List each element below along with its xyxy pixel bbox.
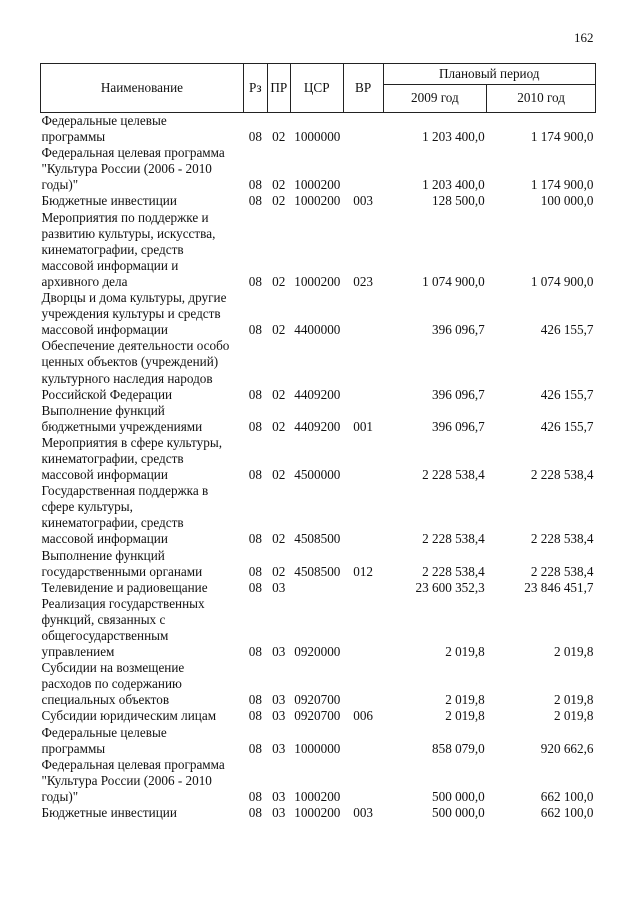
row-value-2009: 23 600 352,3 xyxy=(415,579,485,595)
row-pr: 03 xyxy=(272,740,286,756)
row-csr: 1000200 xyxy=(294,177,341,193)
row-csr: 1000200 xyxy=(294,193,341,209)
row-name xyxy=(41,483,244,547)
row-rz: 08 xyxy=(248,129,262,145)
row-pr: 02 xyxy=(272,177,286,193)
row-name-line: Федеральные целевые xyxy=(41,113,167,128)
row-name-line: кинематографии, средств xyxy=(41,450,184,466)
row-name xyxy=(41,580,244,596)
row-value-2010: 426 155,7 xyxy=(540,386,594,402)
row-name-line: Федеральные целевые xyxy=(41,724,167,740)
table-header xyxy=(41,64,596,113)
row-value-2009: 500 000,0 xyxy=(432,788,485,804)
row-name xyxy=(41,548,244,580)
row-name-line: массовой информации xyxy=(41,531,168,547)
row-value-2010: 662 100,0 xyxy=(540,805,594,821)
row-csr: 4500000 xyxy=(294,467,341,483)
table-row xyxy=(41,210,596,290)
row-name-line: управлением xyxy=(41,644,115,660)
row-name xyxy=(41,403,244,435)
row-value-2010: 23 846 451,7 xyxy=(524,579,594,595)
row-name xyxy=(41,805,244,821)
row-csr: 0920000 xyxy=(294,644,341,660)
row-pr: 03 xyxy=(272,788,286,804)
header-vr: ВР xyxy=(343,64,383,113)
row-name-line: Федеральная целевая программа xyxy=(41,756,225,772)
row-name-line: "Культура России (2006 - 2010 xyxy=(41,161,212,177)
row-pr: 03 xyxy=(272,692,286,708)
row-value-2009: 2 228 538,4 xyxy=(422,531,485,547)
row-name xyxy=(41,660,244,708)
table-row xyxy=(41,660,596,708)
row-vr: 023 xyxy=(353,273,373,289)
row-vr: 001 xyxy=(353,418,373,434)
row-csr: 1000200 xyxy=(294,273,341,289)
row-vr: 003 xyxy=(353,805,373,821)
row-name-line: годы)" xyxy=(41,177,79,193)
row-value-2010: 2 228 538,4 xyxy=(530,563,594,579)
row-vr xyxy=(343,483,383,547)
row-value-2010: 2 019,8 xyxy=(553,692,594,708)
table-row xyxy=(41,805,596,821)
row-pr: 02 xyxy=(272,322,286,338)
row-name-line: Реализация государственных xyxy=(41,595,205,611)
row-name-line: ценных объектов (учреждений) xyxy=(41,354,219,370)
header-csr: ЦСР xyxy=(290,64,343,113)
row-pr: 02 xyxy=(272,386,286,402)
row-name-line: Бюджетные инвестиции xyxy=(41,193,177,209)
row-name-line: Федеральная целевая программа xyxy=(41,145,225,161)
row-rz: 08 xyxy=(248,467,262,483)
page-number: 162 xyxy=(574,30,594,45)
budget-table xyxy=(40,63,596,821)
row-name-line: "Культура России (2006 - 2010 xyxy=(41,772,212,788)
table-row xyxy=(41,193,596,209)
table-body xyxy=(41,113,596,822)
row-value-2009: 500 000,0 xyxy=(432,805,485,821)
row-name-line: массовой информации xyxy=(41,322,168,338)
row-pr: 03 xyxy=(272,579,286,595)
row-vr xyxy=(343,145,383,193)
row-value-2010: 2 019,8 xyxy=(553,708,594,724)
row-value-2009: 2 228 538,4 xyxy=(422,467,485,483)
row-name-line: Субсидии юридическим лицам xyxy=(41,708,217,724)
row-rz: 08 xyxy=(248,177,262,193)
row-name-line: Выполнение функций xyxy=(41,547,165,563)
row-csr: 1000200 xyxy=(294,805,341,821)
row-name-line: учреждения культуры и средств xyxy=(41,306,221,322)
row-pr: 02 xyxy=(272,193,286,209)
header-pr: ПР xyxy=(267,64,290,113)
row-value-2009: 396 096,7 xyxy=(432,322,485,338)
header-name: Наименование xyxy=(41,64,244,113)
row-name-line: общегосударственным xyxy=(41,628,169,643)
table-row xyxy=(41,483,596,547)
row-csr: 4409200 xyxy=(294,386,341,402)
row-name xyxy=(41,113,244,146)
table-row xyxy=(41,338,596,402)
row-csr: 4400000 xyxy=(294,322,341,338)
row-csr: 1000000 xyxy=(294,129,341,145)
row-vr xyxy=(343,757,383,805)
row-pr: 02 xyxy=(272,129,286,145)
row-value-2009: 2 019,8 xyxy=(445,692,485,708)
table-row xyxy=(41,145,596,193)
row-rz: 08 xyxy=(248,740,262,756)
row-rz: 08 xyxy=(248,322,262,338)
row-name xyxy=(41,708,244,724)
row-name-line: Государственная поддержка в xyxy=(41,483,209,499)
row-vr: 006 xyxy=(353,708,373,724)
header-year-2010: 2010 год xyxy=(487,85,596,113)
row-name-line: Телевидение и радиовещание xyxy=(41,579,208,595)
row-value-2010: 1 174 900,0 xyxy=(530,129,594,145)
row-csr: 4508500 xyxy=(294,531,341,547)
row-vr xyxy=(343,660,383,708)
row-rz: 08 xyxy=(248,418,262,434)
row-name xyxy=(41,435,244,483)
row-name-line: Выполнение функций xyxy=(41,402,165,418)
row-vr xyxy=(343,580,383,596)
row-name-line: специальных объектов xyxy=(41,692,170,708)
table-row xyxy=(41,725,596,757)
row-name-line: кинематографии, средств xyxy=(41,515,184,531)
row-value-2010: 2 228 538,4 xyxy=(530,531,594,547)
row-csr: 0920700 xyxy=(294,708,341,724)
row-name-line: Российской Федерации xyxy=(41,386,173,402)
row-name xyxy=(41,145,244,193)
row-rz: 08 xyxy=(248,273,262,289)
row-name-line: кинематографии, средств xyxy=(41,241,184,257)
row-name-line: государственными органами xyxy=(41,563,203,579)
row-pr: 02 xyxy=(272,531,286,547)
row-name-line: программы xyxy=(41,740,106,756)
row-value-2010: 2 019,8 xyxy=(553,644,594,660)
row-vr: 012 xyxy=(353,563,373,579)
row-name-line: развитию культуры, искусства, xyxy=(41,225,216,241)
row-value-2010: 662 100,0 xyxy=(540,788,594,804)
row-name xyxy=(41,193,244,209)
row-value-2009: 396 096,7 xyxy=(432,418,485,434)
row-value-2009: 858 079,0 xyxy=(432,740,485,756)
table-row xyxy=(41,708,596,724)
row-csr: 1000200 xyxy=(294,788,341,804)
row-rz: 08 xyxy=(248,692,262,708)
row-name-line: функций, связанных с xyxy=(41,611,166,627)
header-planned-period: Плановый период xyxy=(383,64,595,85)
row-value-2009: 2 228 538,4 xyxy=(422,563,485,579)
row-value-2009: 2 019,8 xyxy=(445,644,485,660)
row-name-line: архивного дела xyxy=(41,273,128,289)
row-name xyxy=(41,338,244,402)
row-name-line: Мероприятия в сфере культуры, xyxy=(41,434,222,450)
row-name-line: Обеспечение деятельности особо xyxy=(41,338,230,354)
row-name-line: бюджетными учреждениями xyxy=(41,418,203,434)
row-pr: 03 xyxy=(272,708,286,724)
row-value-2009: 1 074 900,0 xyxy=(422,273,485,289)
row-rz: 08 xyxy=(248,563,262,579)
row-csr: 0920700 xyxy=(294,692,341,708)
row-pr: 02 xyxy=(272,273,286,289)
row-name xyxy=(41,210,244,290)
row-value-2009: 1 203 400,0 xyxy=(422,177,485,193)
row-name-line: Бюджетные инвестиции xyxy=(41,805,177,821)
row-name-line: массовой информации и xyxy=(41,257,179,273)
row-rz: 08 xyxy=(248,531,262,547)
table-row xyxy=(41,435,596,483)
row-value-2009: 1 203 400,0 xyxy=(422,129,485,145)
table-row xyxy=(41,548,596,580)
row-csr xyxy=(290,580,343,596)
row-rz: 08 xyxy=(248,708,262,724)
table-row xyxy=(41,580,596,596)
row-value-2010: 1 174 900,0 xyxy=(530,177,594,193)
row-rz: 08 xyxy=(248,386,262,402)
row-name-line: Дворцы и дома культуры, другие xyxy=(41,290,227,306)
row-value-2009: 128 500,0 xyxy=(432,193,485,209)
row-name xyxy=(41,725,244,757)
row-vr xyxy=(343,435,383,483)
header-year-2009: 2009 год xyxy=(383,85,487,113)
row-pr: 02 xyxy=(272,418,286,434)
row-vr xyxy=(343,290,383,338)
row-name-line: Мероприятия по поддержке и xyxy=(41,209,209,225)
row-name-line: расходов по содержанию xyxy=(41,676,182,692)
row-value-2010: 2 228 538,4 xyxy=(530,467,594,483)
row-name-line: программы xyxy=(41,129,106,145)
row-name-line: массовой информации xyxy=(41,467,168,483)
row-value-2010: 426 155,7 xyxy=(540,322,594,338)
row-name xyxy=(41,596,244,660)
row-vr xyxy=(343,338,383,402)
row-csr: 4508500 xyxy=(294,563,341,579)
row-value-2009: 396 096,7 xyxy=(432,386,485,402)
row-csr: 1000000 xyxy=(294,740,341,756)
row-name xyxy=(41,757,244,805)
table-row xyxy=(41,596,596,660)
row-rz: 08 xyxy=(248,788,262,804)
row-value-2010: 100 000,0 xyxy=(540,193,594,209)
row-name-line: Субсидии на возмещение xyxy=(41,660,185,676)
row-vr xyxy=(343,725,383,757)
table-row xyxy=(41,113,596,146)
row-vr xyxy=(343,596,383,660)
row-vr xyxy=(343,113,383,146)
row-value-2010: 920 662,6 xyxy=(540,740,594,756)
row-name-line: культурного наследия народов xyxy=(41,370,213,386)
row-name-line: сфере культуры, xyxy=(41,499,133,515)
table-row xyxy=(41,290,596,338)
row-value-2010: 426 155,7 xyxy=(540,418,594,434)
row-rz: 08 xyxy=(248,193,262,209)
row-pr: 02 xyxy=(272,467,286,483)
row-pr: 03 xyxy=(272,644,286,660)
row-vr: 003 xyxy=(353,193,373,209)
row-pr: 03 xyxy=(272,805,286,821)
row-pr: 02 xyxy=(272,563,286,579)
row-rz: 08 xyxy=(248,644,262,660)
row-value-2010: 1 074 900,0 xyxy=(530,273,594,289)
table-row xyxy=(41,403,596,435)
header-rz: Рз xyxy=(243,64,267,113)
row-name xyxy=(41,290,244,338)
row-rz: 08 xyxy=(248,579,262,595)
row-rz: 08 xyxy=(248,805,262,821)
row-value-2009: 2 019,8 xyxy=(445,708,485,724)
row-name-line: годы)" xyxy=(41,788,79,804)
table-row xyxy=(41,757,596,805)
row-csr: 4409200 xyxy=(294,418,341,434)
